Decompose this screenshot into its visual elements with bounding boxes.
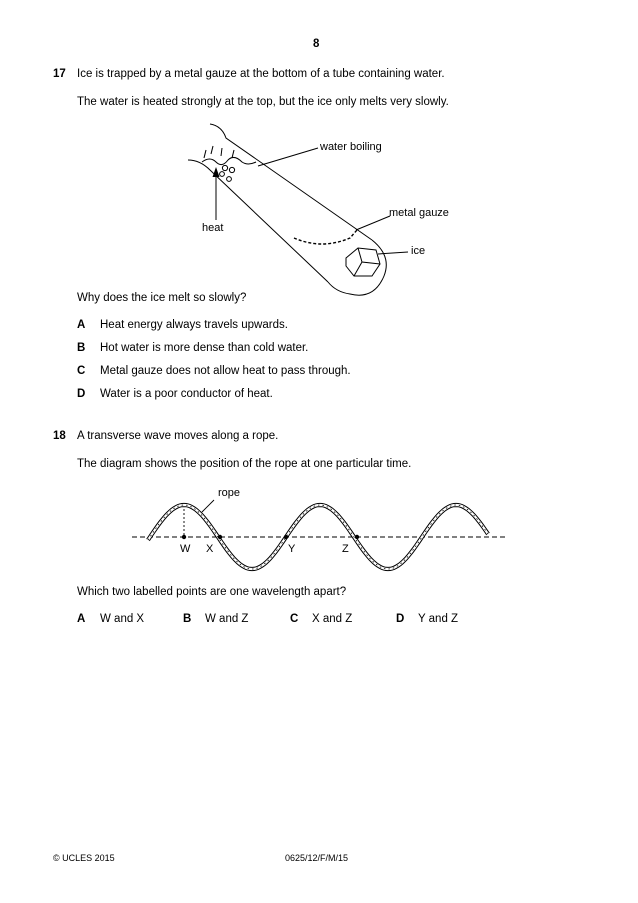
q18-number: 18 [53, 430, 66, 442]
label-water-boiling: water boiling [320, 141, 382, 153]
q18-option-a-letter: A [77, 613, 86, 625]
q18-question: Which two labelled points are one wavelength apart? [77, 586, 347, 598]
label-heat: heat [202, 222, 224, 234]
leader-rope [202, 500, 214, 512]
point-w-label: W [180, 543, 191, 555]
q17-stem-1: Ice is trapped by a metal gauze at the bottom of a tube containing water. [77, 68, 445, 80]
point-z-label: Z [342, 543, 349, 555]
q18-option-c-letter: C [290, 613, 299, 625]
q17-option-b-text: Hot water is more dense than cold water. [100, 342, 309, 354]
q17-number: 17 [53, 68, 66, 80]
q18-option-d-text: Y and Z [418, 613, 459, 625]
q17-option-c-letter: C [77, 365, 86, 377]
q17-option-b-letter: B [77, 342, 86, 354]
q17-option-a-text: Heat energy always travels upwards. [100, 319, 288, 331]
point-x-dot [218, 535, 222, 539]
point-y-dot [284, 535, 288, 539]
q17-option-c-text: Metal gauze does not allow heat to pass through. [100, 365, 351, 377]
q18-option-b-text: W and Z [205, 613, 249, 625]
q17-option-a-letter: A [77, 319, 86, 331]
q18-stem-2: The diagram shows the position of the rope at one particular time. [77, 458, 412, 470]
point-x-label: X [206, 543, 214, 555]
q17-option-d-letter: D [77, 388, 86, 400]
page-number: 8 [313, 38, 320, 50]
q18-stem-1: A transverse wave moves along a rope. [77, 430, 279, 442]
footer-copyright: © UCLES 2015 [53, 853, 115, 863]
label-rope: rope [218, 487, 241, 499]
footer-code: 0625/12/F/M/15 [285, 853, 349, 863]
q17-question: Why does the ice melt so slowly? [77, 292, 247, 304]
point-y-label: Y [288, 543, 296, 555]
q18-option-b-letter: B [183, 613, 192, 625]
q17-option-d-text: Water is a poor conductor of heat. [100, 388, 273, 400]
point-w-dot [182, 535, 186, 539]
q18-option-a-text: W and X [100, 613, 145, 625]
point-z-dot [355, 535, 359, 539]
q18-option-c-text: X and Z [312, 613, 353, 625]
label-metal-gauze: metal gauze [389, 207, 449, 219]
q18-option-d-letter: D [396, 613, 405, 625]
q17-stem-2: The water is heated strongly at the top, but the ice only melts very slowly. [77, 96, 449, 108]
label-ice: ice [411, 245, 426, 257]
